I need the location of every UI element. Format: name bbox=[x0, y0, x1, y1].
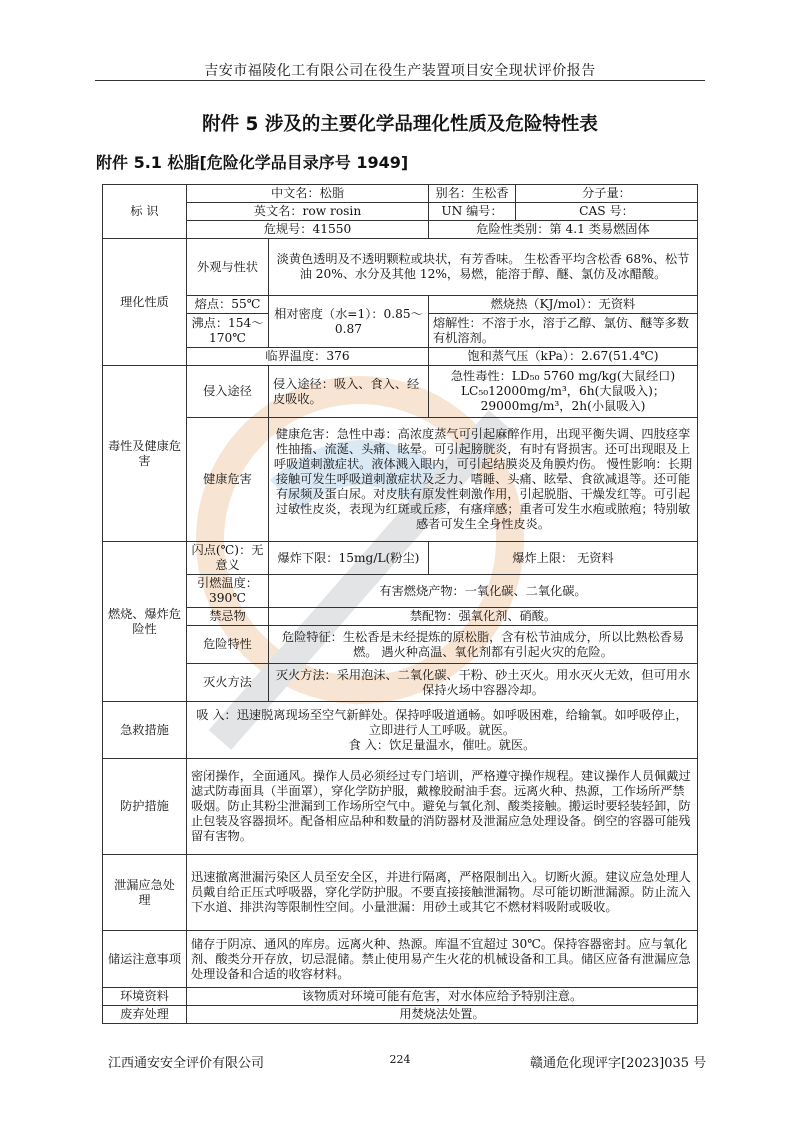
health-label: 健康危害 bbox=[187, 418, 269, 542]
identity-label: 标 识 bbox=[103, 185, 187, 239]
alias: 别名：生松香 bbox=[429, 185, 516, 203]
ignition-temp: 引燃温度： 390℃ bbox=[187, 575, 269, 608]
cas-no: CAS 号： bbox=[516, 203, 698, 221]
physchem-label: 理化性质 bbox=[103, 239, 187, 366]
report-number: 赣通危化现评字[2023]035 号 bbox=[530, 1056, 707, 1071]
hazard-feature-label: 危险特性 bbox=[187, 626, 269, 664]
extinguish-label: 灭火方法 bbox=[187, 664, 269, 702]
flash-point: 闪点(℃)：无意义 bbox=[187, 542, 269, 575]
hazard-feature-text: 危险特征：生松香是未经提炼的原松脂，含有松节油成分，所以比熟松香易燃。 遇火种高温、氧化剂都有引起火灾的危险。 bbox=[269, 626, 698, 664]
header-rule bbox=[95, 80, 705, 81]
protection-label: 防护措施 bbox=[103, 759, 187, 855]
protection-text: 密闭操作，全面通风。操作人员必须经过专门培训，严格遵守操作规程。建议操作人员佩戴过滤式防毒面具（半面罩），穿化学防护服，戴橡胶耐油手套。远离火种、热源，工作场所严禁吸烟。防止其粉尘泄漏到工作场所空气中。避免与氧化剂、酸类接触。搬运时要轻装轻卸，防止包装及容器损坏。配备相应品种和数量的消防器材及泄漏应急处理设备。倒空的容器可能残留有害物。 bbox=[187, 759, 698, 855]
footer-company: 江西通安安全评价有限公司 bbox=[108, 1056, 265, 1071]
route-label: 侵入途径 bbox=[187, 366, 269, 418]
lower-explosion-limit: 爆炸下限：15mg/L(粉尘) bbox=[269, 542, 429, 575]
toxicity-label: 毒性及健康危害 bbox=[103, 366, 187, 542]
route-text: 侵入途径：吸入、食入、经皮吸收。 bbox=[269, 366, 429, 418]
forbidden-label: 禁忌物 bbox=[187, 608, 269, 626]
section-title: 附件 5.1 松脂[危险化学品目录序号 1949] bbox=[96, 153, 409, 172]
cn-name: 中文名：松脂 bbox=[187, 185, 429, 203]
critical-temp: 临界温度：376 bbox=[187, 348, 429, 366]
report-header: 吉安市福陵化工有限公司在役生产装置项目安全现状评价报告 bbox=[204, 63, 596, 79]
hazard-no: 危规号：41550 bbox=[187, 221, 429, 239]
upper-explosion-limit: 爆炸上限： 无资料 bbox=[429, 542, 698, 575]
mol-weight: 分子量： bbox=[516, 185, 698, 203]
un-no: UN 编号： bbox=[429, 203, 516, 221]
extinguish-text: 灭火方法：采用泡沫、二氧化碳、干粉、砂土灭火。用水灭火无效，但可用水保持火场中容器冷却。 bbox=[269, 664, 698, 702]
leak-label: 泄漏应急处 理 bbox=[103, 855, 187, 931]
health-hazard-text: 健康危害：急性中毒：高浓度蒸气可引起麻醉作用，出现平衡失调、四肢痉挛性抽搐、流涎、头痛、眩晕。可引起膀胱炎，有时有肾损害。还可出现眼及上呼吸道刺激症状。液体溅入眼内，可引起结膜炎及角膜灼伤。 慢性影响：长期接触可发生呼吸道刺激症状及乏力、嗜睡、头痛、眩晕、食欲减退等。还可能有尿频及蛋白尿。对皮肤有原发性刺激作用，引起脱脂、干燥发红等。可引起过敏性皮炎，表现为红斑或丘疹，有瘙痒感；重者可发生水疱或脓疱；特别敏感者可发生全身性皮炎。 bbox=[269, 418, 698, 542]
acute-toxicity-lc50: LC₅₀12000mg/m³，6h(大鼠吸入)；29000mg/m³，2h(小鼠吸入) bbox=[460, 384, 666, 413]
environment-text: 该物质对环境可能有危害，对水体应给予特别注意。 bbox=[187, 988, 698, 1006]
heat-of-combustion: 燃烧热（KJ/mol）：无资料 bbox=[429, 296, 698, 314]
page-number: 224 bbox=[389, 1053, 411, 1066]
first-aid-text bbox=[187, 702, 698, 759]
page-title: 附件 5 涉及的主要化学品理化性质及危险特性表 bbox=[202, 114, 598, 135]
acute-toxicity-ld50: 急性毒性：LD₅₀ 5760 mg/kg(大鼠经口) bbox=[450, 369, 676, 383]
storage-label: 储运注意事项 bbox=[103, 931, 187, 988]
melting-point: 熔点：55℃ bbox=[187, 296, 269, 314]
combustion-products: 有害燃烧产物：一氧化碳、二氧化碳。 bbox=[269, 575, 698, 608]
density-water: 相对密度（水=1）：0.85～0.87 bbox=[269, 296, 429, 348]
first-aid-ingest: 食 入：饮足量温水，催吐。就医。 bbox=[348, 737, 536, 752]
boiling-point: 沸点：154～170℃ bbox=[187, 314, 269, 348]
forbidden-text: 禁配物：强氧化剂、硝酸。 bbox=[269, 608, 698, 626]
en-name: 英文名：row rosin bbox=[187, 203, 429, 221]
first-aid-label: 急救措施 bbox=[103, 702, 187, 759]
chemical-property-table bbox=[102, 184, 698, 1024]
acute-toxicity bbox=[429, 366, 698, 418]
fire-label: 燃烧、爆炸危险性 bbox=[103, 542, 187, 702]
disposal-label: 废弃处理 bbox=[103, 1006, 187, 1024]
leak-text: 迅速撤离泄漏污染区人员至安全区，并进行隔离，严格限制出入。切断火源。建议应急处理人员戴自给正压式呼吸器，穿化学防护服。不要直接接触泄漏物。尽可能切断泄漏源。防止流入下水道、排洪沟等限制性空间。小量泄漏：用砂土或其它不燃材料吸附或吸收。 bbox=[187, 855, 698, 931]
hazard-class: 危险性类别：第 4.1 类易燃固体 bbox=[429, 221, 698, 239]
first-aid-inhale: 吸 入：迅速脱离现场至空气新鲜处。保持呼吸道通畅。如呼吸困难，给输氧。如呼吸停止，立即进行人工呼吸。就医。 bbox=[196, 707, 688, 737]
appearance-text: 淡黄色透明及不透明颗粒或块状，有芳香味。 生松香平均含松香 68%、松节油 20%、水分及其他 12%，易燃，能溶于醇、醚、氯仿及冰醋酸。 bbox=[269, 239, 698, 296]
environment-label: 环境资料 bbox=[103, 988, 187, 1006]
vapor-pressure: 饱和蒸气压（kPa）：2.67(51.4℃) bbox=[429, 348, 698, 366]
disposal-text: 用焚烧法处置。 bbox=[187, 1006, 698, 1024]
appearance-label: 外观与性状 bbox=[187, 239, 269, 296]
storage-text: 储存于阴凉、通风的库房。远离火种、热源。库温不宜超过 30℃。保持容器密封。应与氧化剂、酸类分开存放，切忌混储。禁止使用易产生火花的机械设备和工具。储区应备有泄漏应急处理设备和合适的收容材料。 bbox=[187, 931, 698, 988]
solubility: 熔解性：不溶于水，溶于乙醇、氯仿、醚等多数有机溶剂。 bbox=[429, 314, 698, 348]
